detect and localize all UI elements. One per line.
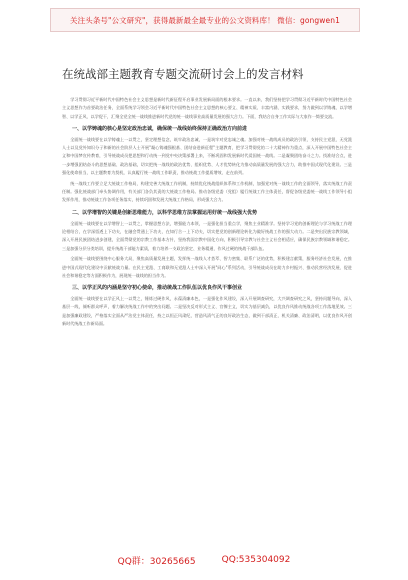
document-title: 在统战部主题教育专题交流研讨会上的发言材料 bbox=[62, 67, 304, 81]
section-2-heading: 二、以学增智的关键是创新思维能力，以科学思维方法掌握运用好统一战线强大优势 bbox=[72, 209, 258, 216]
section-1-paragraph-2: 统一战线工作要立足大统战工作格局，构建完善大统战工作机制，持续优化统战组织体系和工作机制，加强党对统一战线工作的全面领导，落实统战工作责任制。强化统战部门牵头协调作用，有关部门各负其责的大统战工作格局。推动各级党委（党组）履行统战工作主体责任，督促各级党委统一战线工作领导小组发挥作用，推动统战工作各项任务落实，持续巩固和发展大统战工作格局，形成强大合力。 bbox=[62, 180, 352, 203]
document-body bbox=[62, 96, 352, 331]
section-1-paragraph-1: 全面统一战线要在以学铸魂上一以贯之，坚定理想信念，筑牢政治忠诚，一是筑牢对党忠诚之魂。加强对统一战线成员的政治引领，支持民主党派、无党派人士以及党外知识分子和新的社会阶层人士开展"凝心铸魂强根基、团结奋进新征程"主题教育，把学习贯彻党的二十大精神作为重点，深入开展中国特色社会主义和中国梦宣传教育，引导统战成员把思想和行动统一到党中央决策部署上来，不断巩固和发展新时代爱国统一战线。二是凝聚团结奋斗之力。找准结合点，进一步增强团结奋斗的思想基础、政治基础，切实把统一战线的政治优势、组织优势、人才优势转化为推动高质量发展的强大合力，助推中国式现代化建设。三是强化使命担当，以主题教育为契机，认真履行统一战线工作职责，推动统战工作提质增效、走在前列。 bbox=[62, 136, 352, 176]
section-2-paragraph-2: 全面统一战线要围绕中心服务大局，聚焦高质量发展主题，发挥统一战线人才荟萃、智力密集、联系广泛的优势，积极建言献策，服务经济社会发展，在推进中国式现代化建设中贡献统战力量。在民主党派、工商联和无党派人士中深入开展"同心"系列活动，引导统战成员在助力乡村振兴、推动民营经济发展、促进社会和谐稳定等方面积极作为，展现统一战线的担当作为。 bbox=[62, 256, 352, 278]
section-3-paragraph-1: 全面统一战线要在以学正风上一以贯之，锤炼过硬作风，永葆清廉本色，一是强化作风建设，深入开展调查研究，大兴调查研究之风，坚持问题导向，深入基层一线，倾听群众呼声，着力解决统战工作中的突出问题。二是坚决反对形式主义、官僚主义，切实为基层减负，以优良作风推动统战各项工作落地见效。三是加强廉政建设，严格落实全面从严治党主体责任，持之以恒正风肃纪，营造风清气正的良好政治生态，做到干部清正、机关清廉、政治清明，以优良作风开创新时代统战工作新局面。 bbox=[62, 296, 352, 327]
promo-banner bbox=[50, 8, 360, 32]
promo-banner-text: 关注头条号"公文研究"，获得最新最全最专业的公文资料库！ 微信：gongwen1 bbox=[70, 15, 340, 25]
qq-group-number: QQ群：30265665 bbox=[117, 556, 196, 567]
section-3-heading: 三、以学正风的内涵是坚守初心使命，推动统战工作队伍以优良作风干事创业 bbox=[72, 285, 243, 292]
contact-footer bbox=[0, 548, 408, 572]
qq-number: QQ:535304092 bbox=[221, 555, 291, 565]
intro-paragraph: 学习贯彻习近平新时代中国特色社会主义思想是新时代新征程开启事业发展新局面的根本要求。一直以来，我们坚持把学习贯彻习近平新时代中国特色社会主义思想作为首要政治任务，全面系统学习领会习近平新时代中国特色社会主义思想的核心要义、精神实质、丰富内涵、实践要求，努力做到以学铸魂、以学增智、以学正风、以学促干，汇聚全党全统一战线推进新时代党的统一战线事业高质量发展的强大合力。下面，我结合自身工作实际与大家作一简要交流。 bbox=[62, 97, 352, 119]
section-1-heading: 一、以学铸魂的核心是坚定政治忠诚，确保统一战线始终保持正确政治方向前进 bbox=[72, 125, 248, 132]
section-2-paragraph-1: 全面统一战线要在以学增智上一以贯之，掌握思想方法，增强能力本领，一是强化担当重点学，聚焦主业精准学。坚持学习党的创新理论与学习统战工作理论相结合，在学深悟透上下功夫，在融会贯通上下功夫，在知行合一上下功夫，切实把党的创新理论转化为做好统战工作的强大动力。二是突出民族宗教领域，深入开展民族团结进步创建，全面贯彻党的宗教工作基本方针，坚持我国宗教中国化方向，积极引导宗教与社会主义社会相适应，确保民族宗教领域和谐稳定。三是加强分层分类培训，提升统战干部能力素质，着力培养一支政治坚定、业务精通、作风过硬的统战干部队伍。 bbox=[62, 220, 352, 251]
